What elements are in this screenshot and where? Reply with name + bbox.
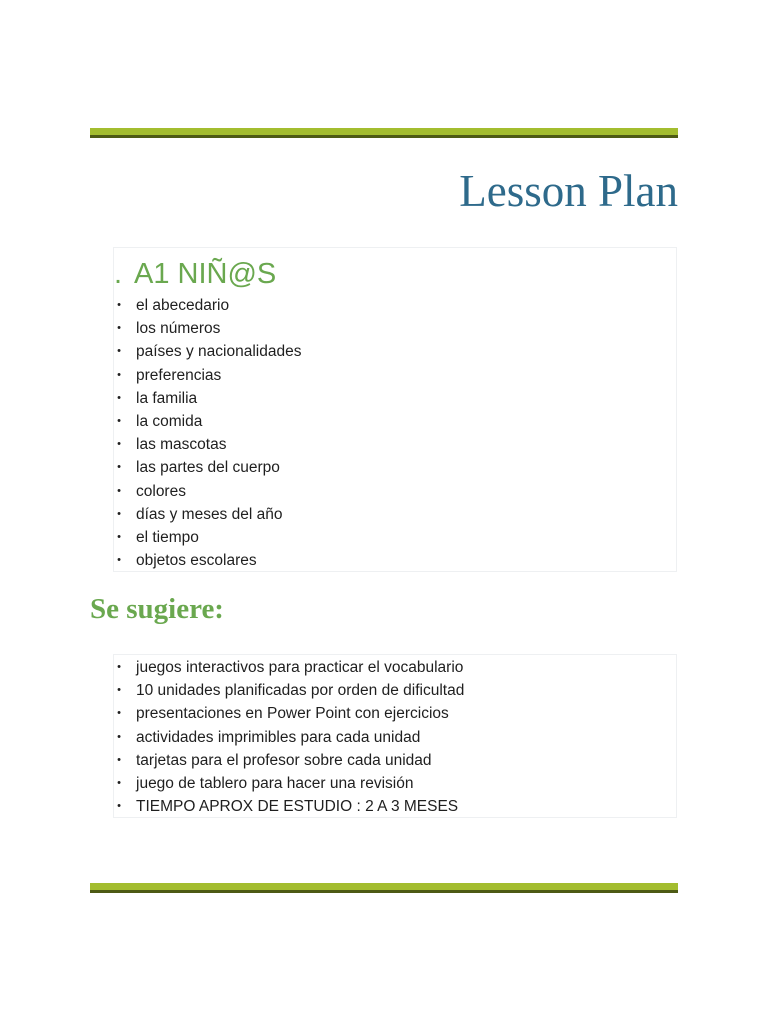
bullet-icon: • [117,414,121,427]
list-item-text: el tiempo [136,528,199,546]
bullet-icon: • [117,800,121,813]
top-divider [90,128,678,138]
list-item-text: colores [136,482,186,500]
list-item [114,656,464,679]
list-item [114,456,301,479]
bullet-icon: • [117,661,121,673]
bullet-icon: • [117,299,121,311]
list-item-text: los números [136,320,221,338]
list-item-text: 10 unidades planificadas por orden de dificultad [136,682,465,700]
list-item-text: la familia [136,389,198,407]
bullet-icon: • [117,507,121,520]
list-item [114,726,464,749]
suggest-heading: Se sugiere: [90,593,224,625]
list-item [114,387,301,410]
list-item [114,702,464,725]
bottom-divider-dark-bar [90,890,678,893]
list-item-text: juego de tablero para hacer una revisión [136,774,414,792]
bullet-icon: • [117,776,121,789]
list-item-text: TIEMPO APROX DE ESTUDIO : 2 A 3 MESES [136,798,459,816]
suggest-list [114,656,464,818]
list-item-text: juegos interactivos para practicar el vocabulario [136,659,464,676]
list-item-text: la comida [136,412,203,430]
list-item-text: actividades imprimibles para cada unidad [136,728,421,746]
topics-heading-text: A1 NIÑ@S [134,258,277,290]
bullet-icon: • [117,368,121,381]
list-item [114,549,301,572]
bullet-icon: • [117,684,121,697]
list-item [114,480,301,503]
bullet-icon: • [117,345,121,358]
bottom-divider [90,883,678,893]
list-item [114,503,301,526]
topics-box [113,247,677,572]
bullet-icon: • [117,730,121,743]
topics-heading [114,256,276,292]
list-item [114,317,301,340]
list-item-text: las partes del cuerpo [136,459,280,477]
list-item [114,294,301,317]
list-item-text: presentaciones en Power Point con ejercicios [136,705,449,723]
topics-list [114,294,301,572]
top-divider-dark-bar [90,135,678,138]
bullet-icon: • [117,530,121,543]
list-item [114,433,301,456]
list-item [114,795,464,818]
list-item-text: países y nacionalidades [136,343,302,361]
list-item-text: días y meses del año [136,505,283,523]
list-item [114,526,301,549]
page-title: Lesson Plan [459,166,678,216]
bullet-icon: • [117,484,121,497]
list-item [114,772,464,795]
bullet-icon: • [117,391,121,404]
list-item-text: objetos escolares [136,552,257,570]
list-item [114,364,301,387]
list-item [114,749,464,772]
list-item [114,679,464,702]
list-item [114,410,301,433]
bullet-icon: • [117,438,121,451]
topics-heading-marker: . [114,258,123,290]
list-item-text: tarjetas para el profesor sobre cada unidad [136,751,432,769]
bullet-icon: • [117,461,121,474]
bullet-icon: • [117,753,121,766]
list-item [114,340,301,363]
bullet-icon: • [117,707,121,720]
bullet-icon: • [117,322,121,335]
list-item-text: el abecedario [136,297,230,314]
suggest-box [113,654,677,818]
top-divider-light-bar [90,128,678,135]
list-item-text: preferencias [136,366,222,384]
list-item-text: las mascotas [136,436,227,454]
bottom-divider-light-bar [90,883,678,890]
bullet-icon: • [117,554,121,567]
